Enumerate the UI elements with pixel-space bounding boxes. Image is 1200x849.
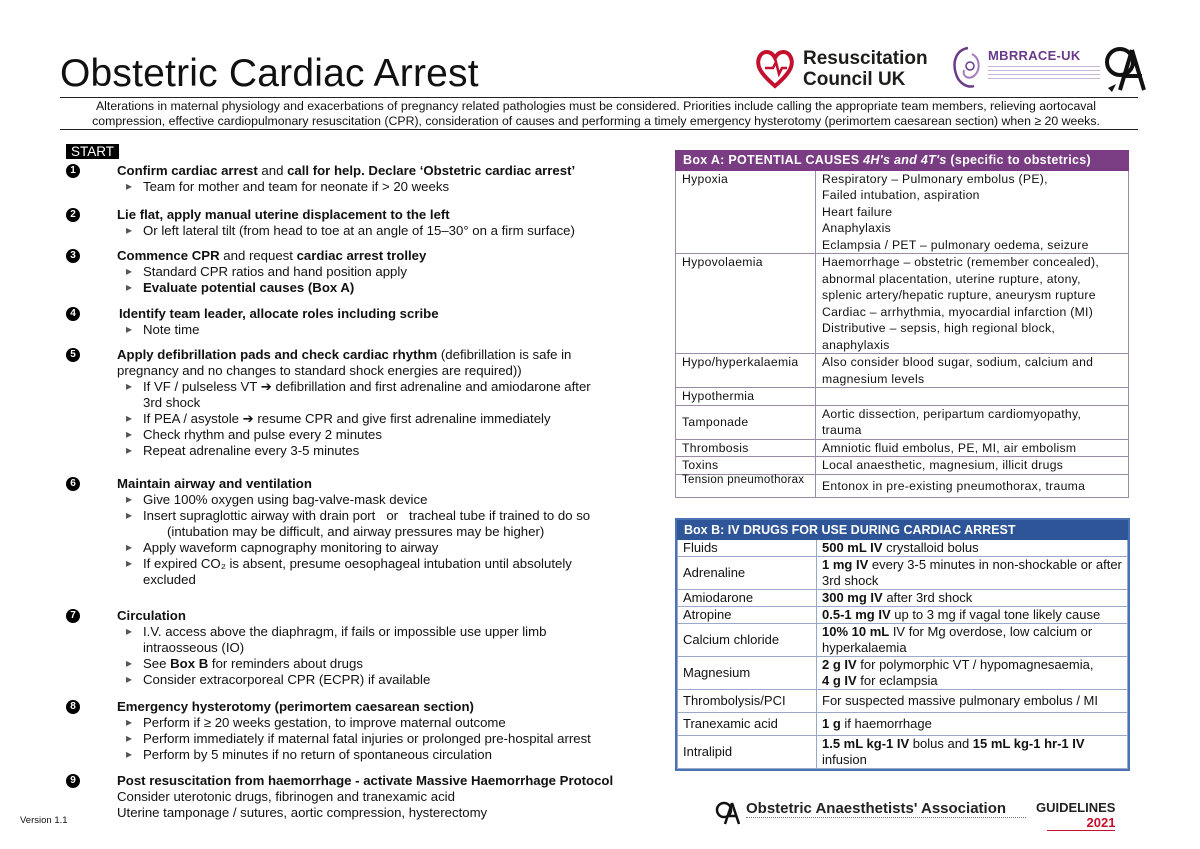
box-a-title-suffix: (specific to obstetrics) [946,153,1091,167]
dose-amount: 1 g [822,716,841,731]
dose-text: for polymorphic VT / hypomagnesaemia, [856,657,1094,672]
oaa-logo-icon [1102,44,1148,96]
box-a-row [676,439,1129,457]
cause-detail-line: Respiratory – Pulmonary embolus (PE), [822,171,1048,186]
oaa-mark-logo [1102,44,1148,96]
step-8-bullet: ▸ Perform by 5 minutes if no return of spontaneous circulation [117,747,662,763]
step-6-bullet-cont: (intubation may be difficult, and airway pressures may be higher) [167,524,545,539]
step-1-bullet: ▸ Team for mother and team for neonate if > 20 weeks [117,179,662,195]
cause-detail-line: Amniotic fluid embolus, PE, MI, air embolism [822,440,1077,455]
step-1-heading-a: Confirm cardiac arrest [117,163,258,178]
cause-details [816,474,1129,497]
step-7-bullet [117,656,662,672]
step-3-heading-b: and request [219,248,297,263]
cause-details [816,254,1129,354]
step-5-bullet: ▸ If VF / pulseless VT ➔ defibrillation and first adrenaline and amiodarone after [117,379,662,395]
intro-line-1: Alterations in maternal physiology and exacerbations of pregnancy related pathologies must be considered. Priorities include calling the appropriate team members, relieving aortocaval [95,99,1097,113]
box-b-header: Box B: IV DRUGS FOR USE DURING CARDIAC ARREST [678,521,1128,540]
heart-icon [753,44,797,92]
step-6-bullet: ▸ If expired CO₂ is absent, presume oesophageal intubation until absolutely [117,556,662,572]
step-5-heading-line2: pregnancy and no changes to standard shock energies are required)) [117,363,522,378]
oaa-tagline [746,817,1026,821]
box-a-header [676,151,1129,171]
intro-text [60,99,1132,129]
box-a-row [676,388,1129,406]
drug-dose [817,713,1128,736]
drug-dose [817,607,1128,624]
step-8-heading-text: Emergency hysterotomy (perimortem caesarean section) [117,699,474,714]
box-a-row [676,254,1129,354]
box-a-row [676,474,1129,497]
dose-amount-2: 15 mL kg-1 hr-1 IV [972,736,1085,751]
step-6-heading-text: Maintain airway and ventilation [117,476,312,491]
step-2-bullet: ▸ Or left lateral tilt (from head to toe at an angle of 15–30° on a firm surface) [117,223,662,239]
step-5-bullet: ▸ If PEA / asystole ➔ resume CPR and give first adrenaline immediately [117,411,662,427]
dose-amount: 1.5 mL kg-1 IV [822,736,910,751]
step-number: 7 [66,609,80,623]
cause-details [816,170,1129,254]
box-a-row [676,354,1129,388]
step-8-heading [117,699,662,763]
top-divider [60,97,1138,98]
drug-dose [817,590,1128,607]
step-number: 5 [66,348,80,362]
box-b-row [678,713,1128,736]
box-a-title: Box A: POTENTIAL CAUSES [683,153,864,167]
oaa-name: Obstetric Anaesthetists' Association [746,800,1007,817]
drug-name: Calcium chloride [678,624,817,657]
box-b-row [678,690,1128,713]
drug-dose [817,624,1128,657]
guidelines-year: 2021 [1047,815,1116,831]
dose-text: up to 3 mg if vagal tone likely cause [890,607,1101,622]
dose-text-2: infusion [822,752,867,767]
step-3-heading-c: cardiac arrest trolley [296,248,427,263]
box-b-row [678,736,1128,769]
mbrrace-tagline [988,66,1100,82]
dose-text: IV for Mg overdose, low calcium or hyperkalaemia [822,624,1093,655]
drug-dose [817,540,1128,557]
version-label: Version 1.1 [20,815,68,826]
step-3-heading [117,248,662,296]
drug-dose [817,690,1128,713]
step-number: 3 [66,249,80,263]
step-number: 4 [66,307,80,321]
intro-line-2: compression, effective cardiopulmonary resuscitation (CPR), consideration of causes and performing a timely emergency hysterotomy (perimortem caesarean section) when ≥ 20 weeks. [92,114,1100,128]
step-1-heading-c: call for help. Declare ‘Obstetric cardiac arrest’ [287,163,576,178]
cause-detail-line: Anaphylaxis [822,221,892,235]
drug-name: Fluids [678,540,817,557]
cause-details [816,354,1129,388]
dose-text-2: for eclampsia [856,673,938,688]
step-5-heading-b: (defibrillation is safe in [437,347,572,362]
step-5-heading-a: Apply defibrillation pads and check cardiac rhythm [117,347,438,362]
step-number: 9 [66,774,80,788]
dose-text: after 3rd shock [882,590,973,605]
cause-detail-line: Heart failure [822,204,893,219]
dose-amount: 2 g IV [822,657,857,672]
step-9-heading-text: Post resuscitation from haemorrhage - activate Massive Haemorrhage Protocol [117,773,614,788]
step-7-bullet: ▸ I.V. access above the diaphragm, if fails or impossible use upper limb [117,624,662,640]
box-b-row [678,590,1128,607]
drug-name: Amiodarone [678,590,817,607]
step-4-heading-text: Identify team leader, allocate roles including scribe [119,306,439,321]
box-a-row [676,170,1129,254]
box-a-row [676,457,1129,475]
cause-detail-line: Eclampsia / PET – pulmonary oedema, seizure [822,237,1089,252]
step-3-bullet [117,280,662,296]
step-6-heading [117,476,662,588]
box-a-row [676,405,1129,439]
rc-name-line1: Resuscitation [803,48,928,69]
cause-detail-line: Distributive – sepsis, high regional block, [822,321,1056,335]
box-a-title-italic: 4H's and 4T's [863,153,947,167]
step-7-bullet-c: for reminders about drugs [208,656,363,671]
step-7-bullet-cont: intraosseous (IO) [143,640,245,655]
cause-name: Tamponade [676,405,816,439]
mbrrace-logo [948,44,1098,96]
box-b-row [678,657,1128,690]
step-7-bullet-a: See [143,656,171,671]
dose-text: bolus and [909,736,973,751]
step-3-bullet-bold: Evaluate potential causes (Box A) [143,280,355,295]
step-1-heading [117,163,662,195]
cause-detail-line: Cardiac – arrhythmia, myocardial infarction (MI) [822,304,1094,319]
box-b-drugs [675,518,1130,771]
step-6-bullet-cont: excluded [143,572,196,587]
cause-detail-line: Entonox in pre-existing pneumothorax, trauma [822,478,1086,493]
drug-name: Magnesium [678,657,817,690]
drug-name: Atropine [678,607,817,624]
drug-dose [817,657,1128,690]
step-7-bullet: ▸ Consider extracorporeal CPR (ECPR) if available [117,672,662,688]
step-8-bullet: ▸ Perform if ≥ 20 weeks gestation, to improve maternal outcome [117,715,662,731]
cause-detail-line [822,388,1122,405]
guidelines-badge [1036,800,1115,831]
dose-amount-2: 4 g IV [822,673,857,688]
bottom-divider [60,129,1138,130]
step-5-bullet-cont: 3rd shock [143,395,201,410]
cause-detail-line: Also consider blood sugar, sodium, calcium and [822,355,1094,369]
box-a-causes-table [675,150,1129,498]
oaa-logo [714,800,1024,826]
dose-text: For suspected massive pulmonary embolus / MI [822,693,1098,708]
step-7-heading-text: Circulation [117,608,186,623]
resuscitation-council-logo [753,44,943,94]
mother-baby-icon [948,44,986,92]
box-b-drugs-table [677,520,1128,769]
drug-name: Intralipid [678,736,817,769]
dose-text: if haemorrhage [840,716,932,731]
cause-details [816,457,1129,475]
box-b-row [678,540,1128,557]
cause-name: Hypo/hyperkalaemia [676,354,816,388]
oaa-small-icon [714,800,742,826]
step-5-heading [117,347,662,459]
page-title: Obstetric Cardiac Arrest [60,52,479,95]
cause-name: Toxins [676,457,816,475]
step-2-heading [117,207,662,239]
step-number: 8 [66,700,80,714]
cause-detail-line: Haemorrhage – obstetric (remember concealed), [822,255,1100,269]
cause-details [816,439,1129,457]
step-9-line: Consider uterotonic drugs, fibrinogen and tranexamic acid [117,789,455,804]
cause-name: Hypoxia [676,170,816,254]
box-b-row [678,607,1128,624]
guidelines-label: GUIDELINES [1036,800,1116,815]
box-b-rows [678,540,1128,769]
cause-details [816,388,1129,406]
start-label: START [66,144,119,159]
cause-detail-line: Failed intubation, aspiration [822,188,980,202]
step-number: 2 [66,208,80,222]
cause-detail-line: abnormal placentation, uterine rupture, atony, [822,271,1081,286]
step-number: 1 [66,164,80,178]
dose-amount: 0.5-1 mg IV [822,607,891,622]
dose-amount: 500 mL IV [822,540,883,555]
dose-amount: 300 mg IV [822,590,883,605]
step-number: 6 [66,477,80,491]
step-4-heading [119,306,664,338]
cause-details [816,405,1129,439]
step-3-heading-a: Commence CPR [117,248,220,263]
cause-name: Hypothermia [676,388,816,406]
step-6-bullet: ▸ Insert supraglottic airway with drain port or tracheal tube if trained to do so [117,508,662,524]
cause-name: Tension pneumothorax [676,474,816,497]
box-a-rows [676,170,1129,497]
cause-detail-line: Local anaesthetic, magnesium, illicit drugs [822,458,1064,472]
step-4-bullet: ▸ Note time [117,322,664,338]
cause-detail-line: Aortic dissection, peripartum cardiomyopathy, [822,406,1082,421]
step-9-heading [117,773,662,821]
dose-amount: 10% 10 mL [822,624,890,639]
cause-name: Hypovolaemia [676,254,816,354]
cause-detail-line: splenic artery/hepatic rupture, aneurysm rupture [822,288,1096,302]
dose-text: crystalloid bolus [882,540,979,555]
step-9-line: Uterine tamponage / sutures, aortic compression, hysterectomy [117,805,488,820]
step-6-bullet: ▸ Apply waveform capnography monitoring to airway [117,540,662,556]
cause-detail-line: magnesium levels [822,371,925,386]
rc-name-line2: Council UK [803,69,906,90]
dose-text: every 3-5 minutes in non-shockable or after 3rd shock [822,557,1122,588]
drug-name: Tranexamic acid [678,713,817,736]
cause-detail-line: anaphylaxis [822,337,890,352]
drug-name: Adrenaline [678,557,817,590]
box-b-row [678,557,1128,590]
drug-dose [817,736,1128,769]
step-6-bullet: ▸ Give 100% oxygen using bag-valve-mask device [117,492,662,508]
step-7-heading [117,608,662,688]
step-5-bullet: ▸ Check rhythm and pulse every 2 minutes [117,427,662,443]
step-2-heading-text: Lie flat, apply manual uterine displacement to the left [117,207,450,222]
step-7-bullet-b: Box B [170,656,209,671]
drug-name: Thrombolysis/PCI [678,690,817,713]
dose-amount: 1 mg IV [822,557,869,572]
mbrrace-name: MBRRACE-UK [988,48,1081,63]
step-3-bullet: ▸ Standard CPR ratios and hand position apply [117,264,662,280]
cause-name: Thrombosis [676,439,816,457]
step-5-bullet: ▸ Repeat adrenaline every 3-5 minutes [117,443,662,459]
cause-detail-line: trauma [822,423,862,437]
step-1-heading-b: and [257,163,288,178]
drug-dose [817,557,1128,590]
step-8-bullet: ▸ Perform immediately if maternal fatal injuries or prolonged pre-hospital arrest [117,731,662,747]
box-b-row [678,624,1128,657]
